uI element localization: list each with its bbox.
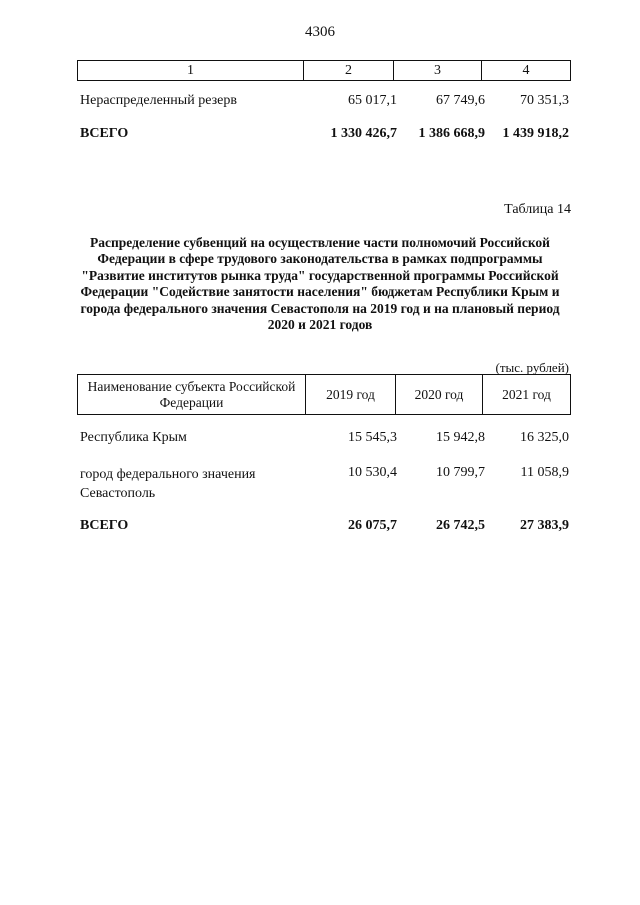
value-2019: 10 530,4 (348, 465, 397, 480)
value-2019: 26 075,7 (348, 518, 397, 533)
column-number: 4 (522, 62, 530, 78)
column-header-2019: 2019 год (306, 375, 396, 414)
value-2019: 1 330 426,7 (330, 126, 397, 141)
value-2020: 26 742,5 (436, 518, 485, 533)
table-title: Распределение субвенций на осуществление части полномочий Российской Федерации в сфере трудового законодательства в рамках подпрограммы "Развитие институтов рынка труда" государственной программы Российской Федерации "Содействие занятости населения" бюджетам Республики Крым и города федерального значения Севастополя на 2019 год и на плановый период 2020 и 2021 годов (80, 235, 560, 333)
column-header-2021: 2021 год (502, 386, 551, 402)
value-2020: 10 799,7 (436, 465, 485, 480)
table-header (77, 374, 571, 415)
value-2021: 70 351,3 (520, 93, 569, 108)
row-name: Республика Крым (80, 430, 187, 445)
value-2020: 1 386 668,9 (418, 126, 485, 141)
table-number: Таблица 14 (504, 202, 571, 217)
page-number: 4306 (305, 24, 335, 40)
column-header-subject: Наименование субъекта Российской Федерации (78, 375, 306, 414)
value-2020: 67 749,6 (436, 93, 485, 108)
value-2019: 65 017,1 (348, 93, 397, 108)
value-2020: 15 942,8 (436, 430, 485, 445)
value-2021: 11 058,9 (520, 465, 569, 480)
row-name: ВСЕГО (80, 518, 129, 533)
units-label: (тыс. рублей) (495, 360, 569, 375)
column-number: 3 (394, 61, 482, 80)
row-name: город федерального значения Севастополь (80, 467, 256, 501)
column-number: 2 (304, 61, 394, 80)
value-2019: 15 545,3 (348, 430, 397, 445)
row-name: Нераспределенный резерв (80, 93, 237, 108)
column-header-2020: 2020 год (396, 375, 483, 414)
value-2021: 16 325,0 (520, 430, 569, 445)
top-table-header (77, 60, 571, 81)
value-2021: 1 439 918,2 (502, 126, 569, 141)
row-name: ВСЕГО (80, 126, 129, 141)
column-number: 1 (78, 61, 304, 80)
value-2021: 27 383,9 (520, 518, 569, 533)
